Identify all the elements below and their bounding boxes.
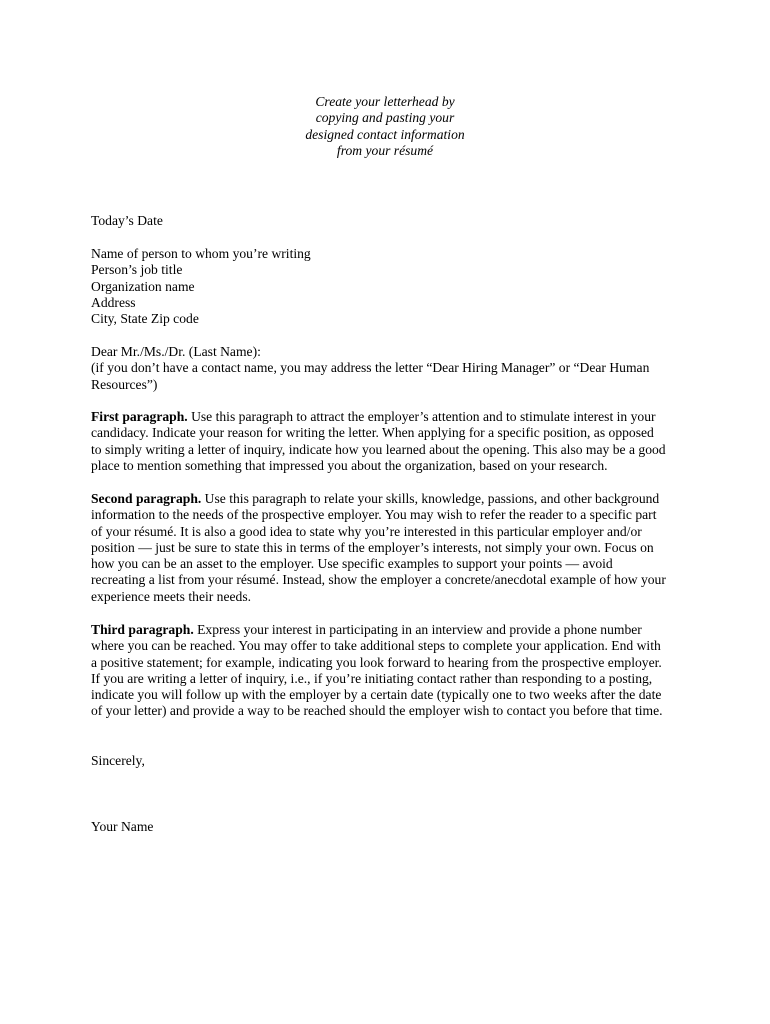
recipient-name: Name of person to whom you’re writing <box>91 246 311 261</box>
paragraph-line: position — just be sure to state this in terms of the employer’s interests, not simply your own. Focus on <box>91 539 654 555</box>
salutation-greeting: Dear Mr./Ms./Dr. (Last Name): <box>91 344 261 359</box>
third-paragraph <box>91 622 691 720</box>
recipient-organization: Organization name <box>91 278 195 294</box>
closing: Sincerely, <box>91 753 145 768</box>
salutation-note: Resources”) <box>91 376 158 392</box>
paragraph-line: recreating a list from your résumé. Instead, show the employer a concrete/anecdotal example of how your <box>91 572 666 588</box>
recipient-address-block <box>91 246 691 327</box>
salutation-note: (if you don’t have a contact name, you may address the letter “Dear Hiring Manager” or “Dear Human <box>91 360 650 376</box>
paragraph-line: a positive statement; for example, indicating you look forward to hearing from the prospective employer. <box>91 654 662 670</box>
paragraph-lead: Third paragraph. <box>91 622 194 637</box>
paragraph-line: place to mention something that impressed you about the organization, based on your research. <box>91 457 608 473</box>
paragraph-line <box>91 491 691 507</box>
letterhead-line: from your résumé <box>336 142 434 158</box>
paragraph-line: If you are writing a letter of inquiry, i.e., if you’re initiating contact rather than responding to a posting, <box>91 670 653 686</box>
letter-date: Today’s Date <box>91 213 163 228</box>
paragraph-line: indicate you will follow up with the employer by a certain date (typically one to two weeks after the date <box>91 687 662 703</box>
letterhead-line: copying and pasting your <box>315 110 455 126</box>
salutation-block <box>91 344 691 393</box>
recipient-job-title: Person’s job title <box>91 262 183 278</box>
paragraph-line: of your letter) and provide a way to be reached should the employer wish to contact you before that time. <box>91 703 663 719</box>
signature-block <box>91 819 691 835</box>
paragraph-line: to simply writing a letter of inquiry, indicate how you learned about the opening. This also may be a good <box>91 441 666 457</box>
letterhead-placeholder <box>0 94 770 159</box>
paragraph-line: of your résumé. It is also a good idea to state why you’re interested in this particular employer and/or <box>91 523 642 539</box>
recipient-city-state-zip: City, State Zip code <box>91 311 199 327</box>
paragraph-line: where you can be reached. You may offer to take additional steps to complete your application. End with <box>91 638 661 654</box>
paragraph-line: how you can be an asset to the employer. Use specific examples to support your points — avoid <box>91 556 613 572</box>
paragraph-line <box>91 409 691 425</box>
paragraph-lead: First paragraph. <box>91 409 188 424</box>
date-block <box>91 213 691 229</box>
first-paragraph <box>91 409 691 474</box>
letterhead-line: Create your letterhead by <box>315 94 455 109</box>
paragraph-line: candidacy. Indicate your reason for writing the letter. When applying for a specific position, as opposed <box>91 425 654 441</box>
recipient-address: Address <box>91 294 136 310</box>
paragraph-line: experience meets their needs. <box>91 588 252 604</box>
paragraph-line <box>91 622 691 638</box>
paragraph-text: Use this paragraph to relate your skills, knowledge, passions, and other background <box>201 491 660 506</box>
second-paragraph <box>91 491 691 605</box>
paragraph-line: information to the needs of the prospective employer. You may wish to refer the reader to a specific part <box>91 507 657 523</box>
signature-name: Your Name <box>91 819 154 834</box>
letterhead-line: designed contact information <box>305 126 465 142</box>
paragraph-text: Use this paragraph to attract the employer’s attention and to stimulate interest in your <box>187 409 656 424</box>
closing-block <box>91 753 691 769</box>
paragraph-text: Express your interest in participating in an interview and provide a phone number <box>193 622 642 637</box>
paragraph-lead: Second paragraph. <box>91 491 202 506</box>
